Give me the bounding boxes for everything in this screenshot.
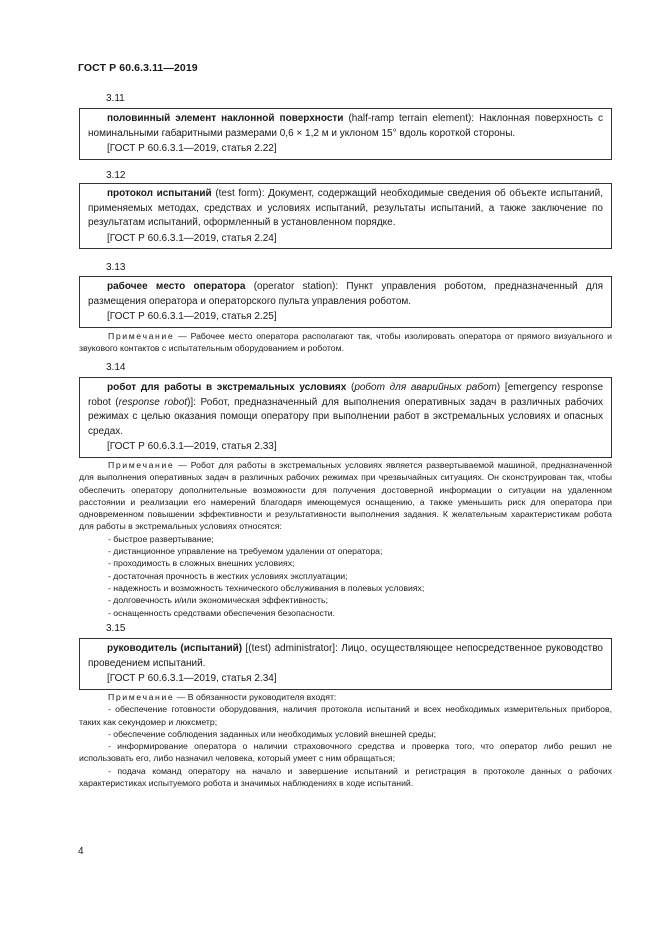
term-definition <box>88 112 603 141</box>
term-definition-text: ( <box>346 382 355 393</box>
list-item: - достаточная прочность в жестких условиях эксплуатации; <box>108 570 348 581</box>
term-definition-text: (test form): Документ, содержащий необходимые сведения об объекте испытаний, применяемых методах, средствах и условиях испытаний, результаты испытаний, а также заключение по результатам испытаний, оформленный в установленном порядке. <box>88 188 604 229</box>
list-item: - быстрое развертывание; <box>108 533 214 544</box>
term-definition <box>88 381 603 439</box>
list-item: - надежность и возможность технического обслуживания в полевых условиях; <box>108 582 425 593</box>
note-label: Примечание <box>108 692 175 702</box>
note-text: — Рабочее место оператора располагают так, чтобы изолировать оператора от прямого визуального и звукового контактов с испытательным оборудованием и роботом. <box>79 331 612 354</box>
note-label: Примечание <box>108 460 175 470</box>
term-name: половинный элемент наклонной поверхности <box>107 113 344 124</box>
term-definition <box>88 187 603 231</box>
term-definition-text: )]: Робот, предназначенный для выполнения оперативных задач в различных рабочих режимах с целью оказания помощи оператору при выполнении работ в экстремальных условиях и опасных средах. <box>88 396 603 437</box>
term-definition-text: [(test) administrator]: Лицо, осуществляющее непосредственное руководство проведением испытаний. <box>88 643 603 669</box>
term-number: 3.15 <box>106 623 126 634</box>
term-source: [ГОСТ Р 60.6.3.1—2019, статья 2.24] <box>107 232 277 244</box>
term-definition-text: (operator station): Пункт управления роботом, предназначенный для размещения оператора и операторского пульта управления роботом. <box>88 281 603 307</box>
page-number: 4 <box>78 846 84 857</box>
term-definition <box>88 642 603 671</box>
term-entry-3-13 <box>79 276 612 328</box>
list-item: - информирование оператора о наличии страховочного средства и проверка того, что оператор либо решил не использовать его, либо назначил человека, который умеет с ним обращаться; <box>79 741 612 764</box>
term-entry-3-15 <box>79 638 612 690</box>
term-name: рабочее место оператора <box>107 281 246 292</box>
term-definition-text: ) [emergency response robot ( <box>88 382 604 408</box>
note-text: — В обязанности руководителя входят: <box>174 692 337 702</box>
term-number: 3.13 <box>106 262 126 273</box>
term-name: протокол испытаний <box>107 188 212 199</box>
list-item: - подача команд оператору на начало и завершение испытаний и регистрация в протоколе данных о рабочих характеристиках испытуемого робота и значимых наблюдениях в ходе испытаний. <box>79 765 612 789</box>
term-source: [ГОСТ Р 60.6.3.1—2019, статья 2.25] <box>107 311 277 323</box>
note-administrator-duties <box>79 691 612 789</box>
list-item: - обеспечение готовности оборудования, наличия протокола испытаний и всех необходимых измерительных приборов, таких как секундомер и люксметр; <box>79 704 612 727</box>
note-paragraph <box>79 459 612 533</box>
term-number: 3.12 <box>106 170 126 181</box>
note-operator-station <box>79 330 612 355</box>
list-item: - долговечность и/или экономическая эффективность; <box>108 595 328 606</box>
term-source: [ГОСТ Р 60.6.3.1—2019, статья 2.22] <box>107 143 277 155</box>
term-source: [ГОСТ Р 60.6.3.1—2019, статья 2.34] <box>107 673 277 685</box>
note-emergency-robot <box>79 459 612 619</box>
term-definition <box>88 280 603 309</box>
alt-term-en: response robot <box>118 396 188 408</box>
term-definition-text: (half-ramp terrain element): Наклонная поверхность с номинальными габаритными размерами 0,6 × 1,2 м и уклоном 15° вдоль короткой стороны. <box>88 113 603 139</box>
term-entry-3-14 <box>79 377 612 458</box>
note-text: — Робот для работы в экстремальных условиях является развертываемой машиной, предназначенной для выполнения оперативных задач в различных рабочих режимах при чрезвычайных ситуациях. Он сконструирован так, чтобы обеспечить оператору дополнительные возможности для получения достоверной информации о ситуации на удаленном расстоянии и реализации его намерений благодаря имеющемуся оснащению, а также уменьшить риск для оператора при одновременном повышении эффективности и результативности выполнения задания. К желательным характеристикам робота для работы в экстремальных условиях относятся: <box>79 460 612 532</box>
note-paragraph <box>79 330 612 355</box>
note-paragraph <box>79 691 612 703</box>
standard-header: ГОСТ Р 60.6.3.11—2019 <box>78 62 198 74</box>
list-item: - проходимость в сложных внешних условиях; <box>108 558 295 569</box>
term-name: робот для работы в экстремальных условиях <box>107 382 347 393</box>
term-name: руководитель (испытаний) <box>107 643 243 654</box>
list-item: - дистанционное управление на требуемом удалении от оператора; <box>108 546 383 557</box>
list-item: - обеспечение соблюдения заданных или необходимых условий внешней среды; <box>108 728 437 739</box>
term-number: 3.11 <box>106 93 125 104</box>
term-number: 3.14 <box>106 362 126 373</box>
term-entry-3-12 <box>79 183 612 249</box>
list-item: - оснащенность средствами обеспечения безопасности. <box>108 607 336 618</box>
term-source: [ГОСТ Р 60.6.3.1—2019, статья 2.33] <box>107 441 277 453</box>
term-entry-3-11 <box>79 108 612 160</box>
alt-term: робот для аварийных работ <box>354 382 497 393</box>
note-label: Примечание <box>108 331 175 341</box>
